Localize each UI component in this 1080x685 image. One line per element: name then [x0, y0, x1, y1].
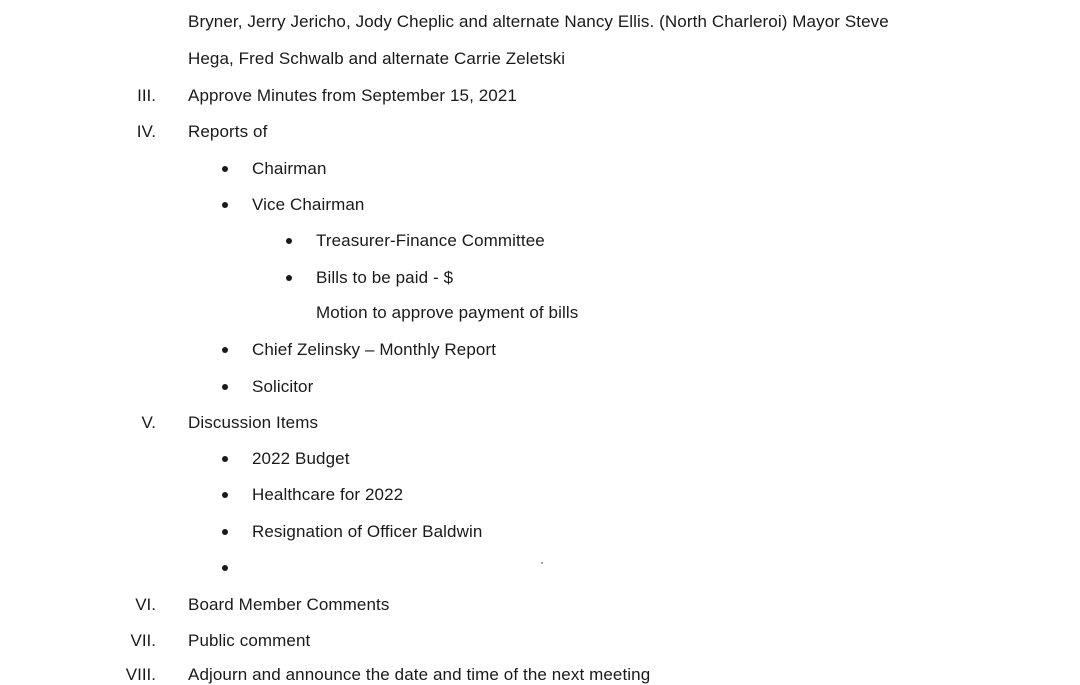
subitem-bills-to-be-paid: Bills to be paid - $: [316, 268, 454, 287]
attendee-line-1: Bryner, Jerry Jericho, Jody Cheplic and alternate Nancy Ellis. (North Charleroi) Mayor Steve: [188, 12, 889, 31]
bullet-icon: [222, 565, 228, 571]
discussion-item-budget: 2022 Budget: [252, 449, 350, 468]
section-numeral-vi: VI.: [135, 595, 156, 614]
section-numeral-vii: VII.: [130, 631, 156, 650]
report-item-solicitor: Solicitor: [252, 377, 314, 396]
discussion-item-resignation: Resignation of Officer Baldwin: [252, 522, 483, 541]
section-numeral-viii: VIII.: [125, 665, 156, 684]
bullet-icon: [222, 384, 228, 390]
scan-speck: [541, 562, 543, 564]
bullet-icon: [222, 347, 228, 353]
section-title-public-comment: Public comment: [188, 631, 311, 650]
bullet-icon: [222, 492, 228, 498]
bullet-icon: [286, 238, 292, 244]
bullet-icon: [222, 529, 228, 535]
bullet-icon: [222, 166, 228, 172]
report-item-chief: Chief Zelinsky – Monthly Report: [252, 340, 497, 359]
attendee-line-2: Hega, Fred Schwalb and alternate Carrie Zeletski: [188, 49, 566, 68]
section-title-board-comments: Board Member Comments: [188, 595, 390, 614]
section-numeral-iv: IV.: [136, 122, 156, 141]
section-title-reports: Reports of: [188, 122, 268, 141]
section-title-approve-minutes: Approve Minutes from September 15, 2021: [188, 86, 517, 105]
section-title-discussion: Discussion Items: [188, 413, 319, 432]
bullet-icon: [286, 275, 292, 281]
discussion-item-healthcare: Healthcare for 2022: [252, 485, 404, 504]
section-title-adjourn: Adjourn and announce the date and time of the next meeting: [188, 665, 651, 684]
report-item-vice-chairman: Vice Chairman: [252, 195, 365, 214]
report-item-chairman: Chairman: [252, 159, 327, 178]
subitem-treasurer-finance: Treasurer-Finance Committee: [316, 231, 545, 250]
bullet-icon: [222, 456, 228, 462]
bills-motion-text: Motion to approve payment of bills: [316, 303, 579, 322]
bullet-icon: [222, 202, 228, 208]
section-numeral-v: V.: [141, 413, 156, 432]
section-numeral-iii: III.: [137, 86, 156, 105]
